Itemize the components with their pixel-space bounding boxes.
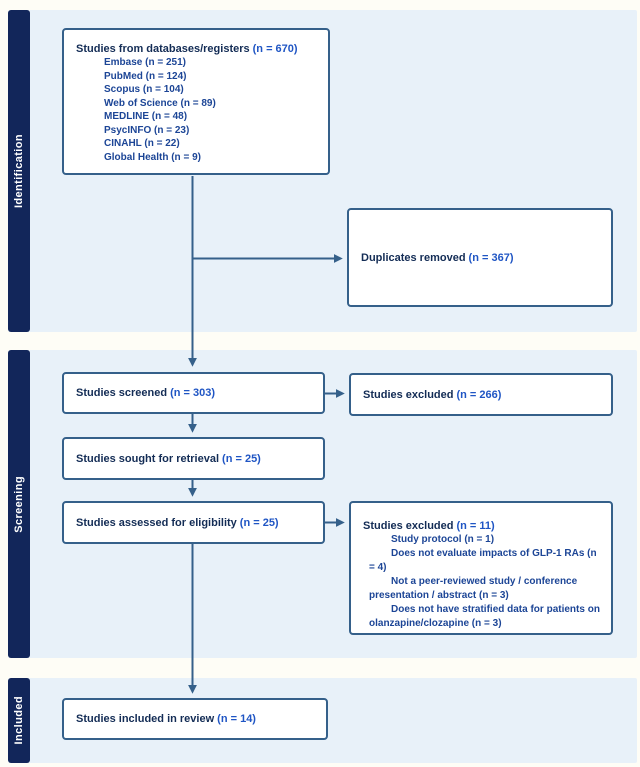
box-count: (n = 367) [468,251,514,264]
box-studies-sought [62,437,325,480]
exclusion-reason: Does not have stratified data for patients on olanzapine/clozapine (n = 3) [369,604,600,629]
box-title [76,386,323,400]
box-databases-registers [62,28,330,175]
database-item: CINAHL (n = 22) [104,138,180,149]
box-title [76,516,323,530]
database-item: PubMed (n = 124) [104,70,187,82]
box-studies-assessed [62,501,325,544]
box-title-text: Studies excluded [363,520,454,532]
section-bar-identification [8,10,30,332]
exclusion-reason: Not a peer-reviewed study / conference presentation / abstract (n = 3) [369,576,578,601]
database-item: Embase (n = 251) [104,57,186,68]
box-count: (n = 11) [456,520,495,532]
database-item: MEDLINE (n = 48) [104,111,188,122]
box-count: (n = 14) [217,713,256,725]
box-studies-included [62,698,328,740]
section-label-screening: Screening [13,475,25,533]
box-title-text: Studies from databases/registers [76,43,250,55]
box-title [361,251,611,265]
box-title-text: Studies included in review [76,713,215,725]
box-count: (n = 303) [170,387,216,399]
exclusion-reason: Does not evaluate impacts of GLP-1 RAs (n = 4) [369,548,597,573]
box-title [363,388,611,402]
box-title-text: Studies sought for retrieval [76,452,220,465]
database-item: PsycINFO (n = 23) [104,124,190,136]
section-bar-included [8,678,30,763]
box-title [76,452,323,466]
box-count: (n = 25) [239,516,279,529]
box-studies-excluded-screening [349,373,613,416]
box-count: (n = 266) [456,388,502,401]
database-item: Scopus (n = 104) [104,84,184,95]
database-item: Global Health (n = 9) [104,151,201,163]
box-title-text: Duplicates removed [361,251,466,264]
box-duplicates-removed [347,208,613,307]
box-studies-screened [62,372,325,414]
section-bar-screening [8,350,30,658]
box-count: (n = 25) [222,452,261,465]
section-label-included: Included [13,696,25,745]
box-title [76,42,318,56]
box-title [76,712,326,726]
exclusion-reason: Study protocol (n = 1) [391,534,495,545]
box-title-text: Studies screened [76,387,168,399]
box-studies-excluded-eligibility [349,501,613,635]
box-title-text: Studies assessed for eligibility [76,516,237,529]
box-title-text: Studies excluded [363,388,454,401]
database-item: Web of Science (n = 89) [104,97,216,109]
box-title [363,519,603,533]
box-count: (n = 670) [252,43,298,55]
section-label-identification: Identification [13,133,25,209]
